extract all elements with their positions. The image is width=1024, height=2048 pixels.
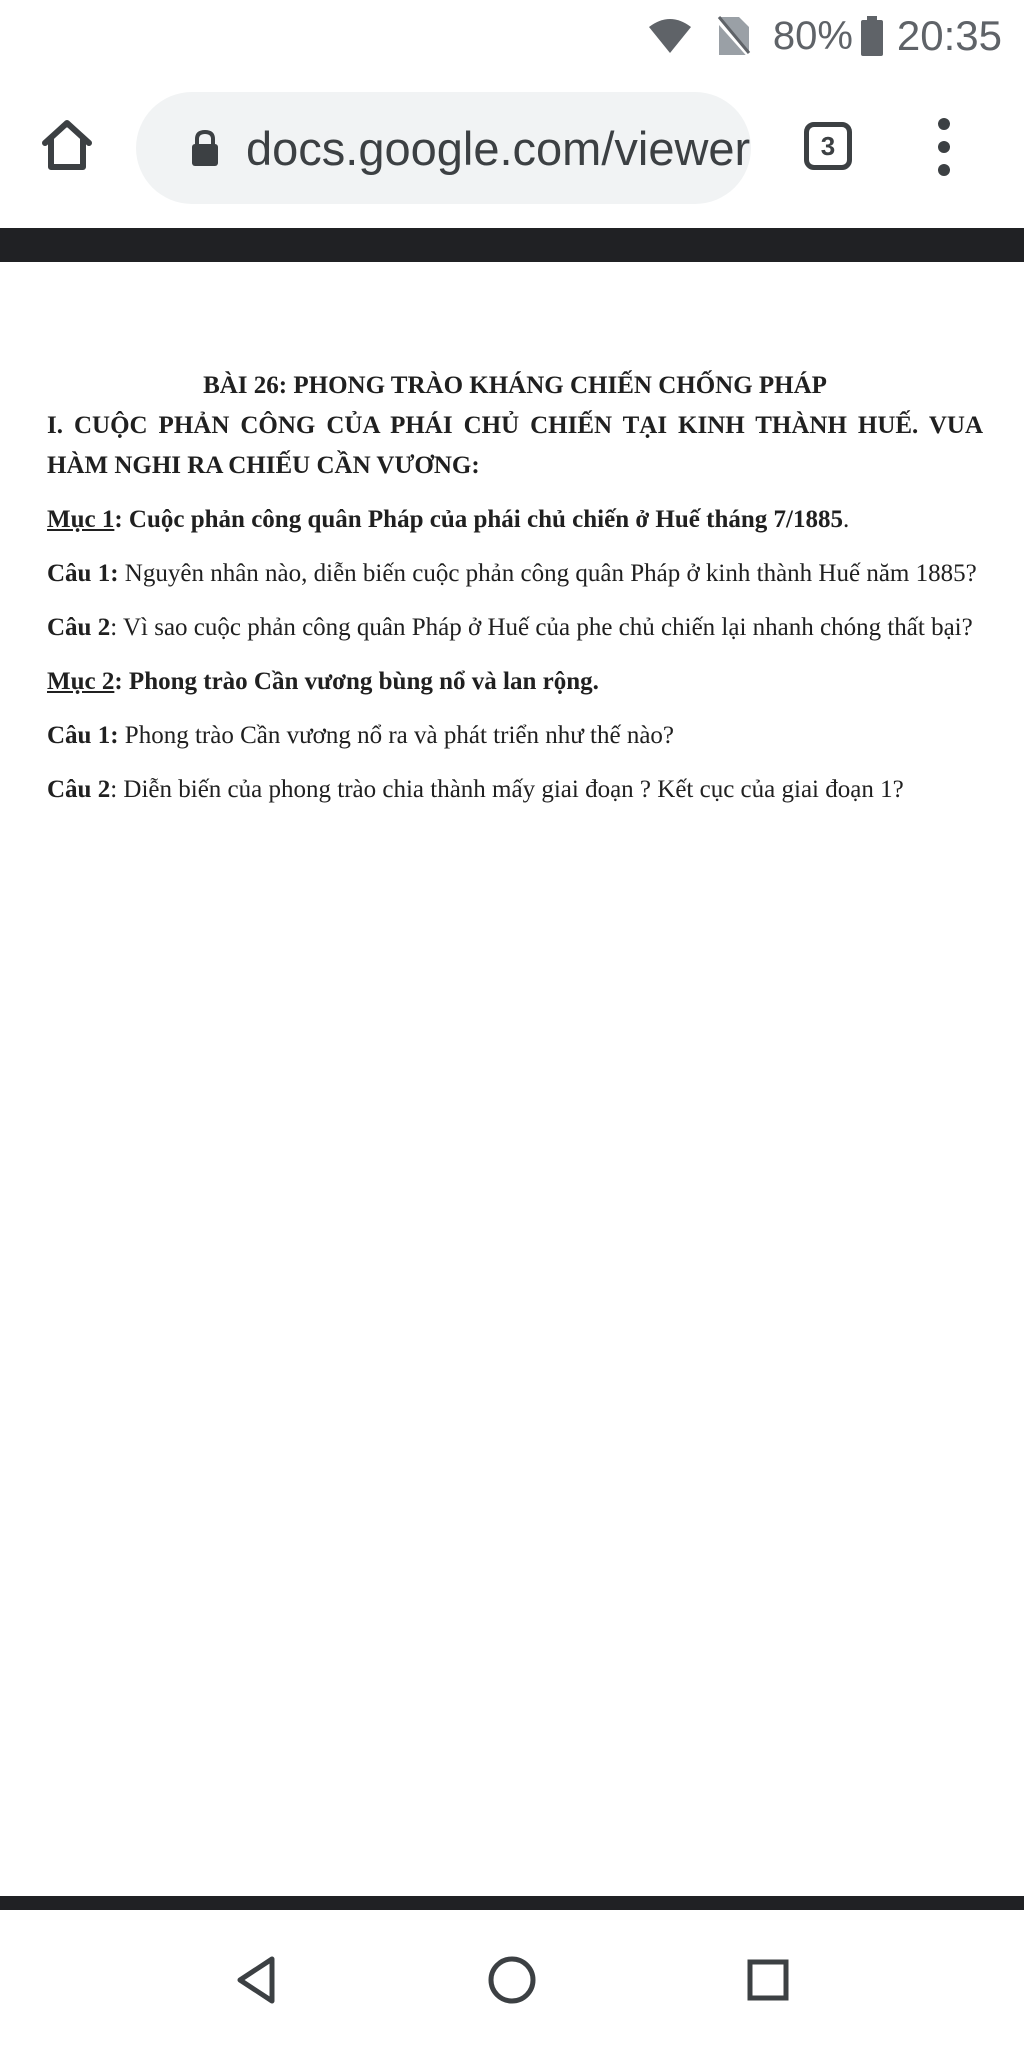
wifi-icon — [647, 17, 693, 55]
cau-label: Câu 1: — [47, 722, 119, 749]
cau-text: Phong trào Cần vương nổ ra và phát triển như thế nào? — [118, 722, 675, 749]
home-icon[interactable] — [38, 116, 96, 174]
cau-text: : Diễn biến của phong trào chia thành mấy giai đoạn ? Kết cục của giai đoạn 1? — [110, 776, 904, 803]
muc1-cau1 — [47, 554, 983, 594]
no-sim-icon — [715, 15, 751, 57]
tab-switcher-icon[interactable] — [804, 122, 852, 170]
muc2-label: Mục 2 — [47, 668, 115, 695]
viewer-top-bar — [0, 228, 1024, 262]
cau-text: Nguyên nhân nào, diễn biến cuộc phản công quân Pháp ở kinh thành Huế năm 1885? — [118, 560, 977, 587]
clock: 20:35 — [896, 12, 1002, 59]
cau-text: : Vì sao cuộc phản công quân Pháp ở Huế của phe chủ chiến lại nhanh chóng thất bại? — [110, 614, 973, 641]
status-bar — [0, 0, 1024, 72]
home-circle-icon[interactable] — [482, 1950, 542, 2010]
battery-icon — [861, 16, 883, 56]
muc1-end: . — [842, 506, 850, 533]
recents-icon[interactable] — [738, 1950, 798, 2010]
tab-count: 3 — [820, 130, 836, 161]
lock-icon — [188, 128, 222, 168]
address-bar[interactable] — [136, 92, 751, 204]
cau-label: Câu 2 — [47, 614, 111, 641]
browser-toolbar — [0, 80, 1024, 218]
muc2-heading — [47, 662, 983, 702]
menu-dot — [938, 141, 950, 153]
url-text: docs.google.com/viewer — [246, 121, 751, 175]
document-page[interactable] — [47, 262, 983, 810]
cau-label: Câu 2 — [47, 776, 111, 803]
viewer-bottom-bar — [0, 1896, 1024, 1910]
menu-dot — [938, 118, 950, 130]
muc1-cau2 — [47, 608, 983, 648]
more-menu-icon[interactable] — [920, 118, 968, 176]
muc1-text: : Cuộc phản công quân Pháp của phái chủ chiến ở Huế tháng 7/1885 — [114, 506, 843, 533]
system-nav-bar — [0, 1910, 1024, 2048]
document-title: BÀI 26: PHONG TRÀO KHÁNG CHIẾN CHỐNG PHÁP — [203, 372, 827, 399]
battery-percent: 80% — [772, 13, 853, 58]
cau-label: Câu 1: — [47, 560, 119, 587]
muc2-cau1 — [47, 716, 983, 756]
menu-dot — [938, 164, 950, 176]
muc1-label: Mục 1 — [47, 506, 115, 533]
back-icon[interactable] — [226, 1950, 286, 2010]
section-heading: I. CUỘC PHẢN CÔNG CỦA PHÁI CHỦ CHIẾN TẠI KINH THÀNH HUẾ. VUA HÀM NGHI RA CHIẾU CẦN VƯƠNG: — [47, 412, 983, 479]
muc1-heading — [47, 500, 983, 540]
muc2-text: : Phong trào Cần vương bùng nổ và lan rộng. — [114, 668, 599, 695]
muc2-cau2 — [47, 770, 983, 810]
